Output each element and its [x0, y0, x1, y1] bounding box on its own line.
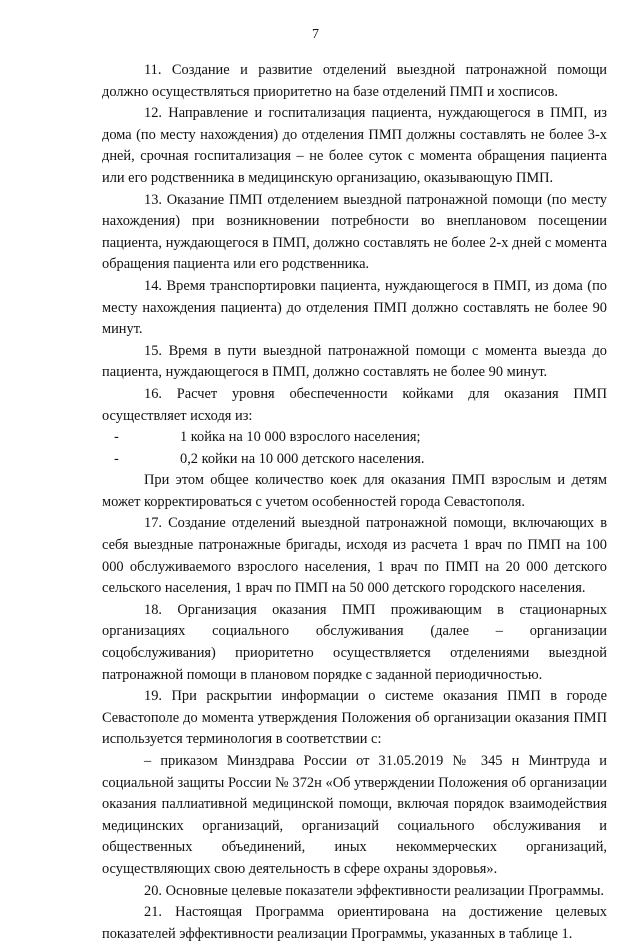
paragraph-18: 18. Организация оказания ПМП проживающим в стационарных организациях социального обслуживания (далее – организации соцобслуживания) приоритетно осуществляется отделениями выездной патронажной помощи в плановом порядке с заданной периодичностью.	[102, 601, 607, 683]
paragraph-20: 20. Основные целевые показатели эффективности реализации Программы.	[144, 882, 604, 899]
paragraph-11: 11. Создание и развитие отделений выездной патронажной помощи должно осуществляться приоритетно на базе отделений ПМП и хосписов.	[102, 62, 607, 100]
page-number: 7	[312, 27, 319, 42]
list-item-text: 1 койка на 10 000 взрослого населения;	[180, 429, 421, 446]
paragraph-19-order: – приказом Минздрава России от 31.05.2019 № 345 н Минтруда и социальной защиты России № 372н «Об утверждении Положения об организации оказания паллиативной медицинской помощи, включая порядок взаимодействия медицинских организаций, организаций социального обслуживания и общественных объединений, иных некоммерческих организаций, осуществляющих свою деятельность в сфере охраны здоровья».	[102, 753, 607, 877]
paragraph-14: 14. Время транспортировки пациента, нуждающегося в ПМП, из дома (по месту нахождения пациента) до отделения ПМП должно составлять не более 90 минут.	[102, 277, 607, 338]
document-body	[102, 60, 607, 945]
list-dash: -	[114, 429, 119, 446]
paragraph-13: 13. Оказание ПМП отделением выездной патронажной помощи (по месту нахождения) при возникновении потребности во внеплановом посещении пациента, нуждающегося в ПМП, должно составлять не более 2-х дней с момента обращения пациента или его родственника.	[102, 191, 607, 273]
list-item-text: 0,2 койки на 10 000 детского населения.	[180, 450, 425, 467]
list-item	[102, 449, 607, 471]
paragraph-beds-note: При этом общее количество коек для оказания ПМП взрослым и детям может корректироваться с учетом особенностей города Севастополя.	[102, 472, 607, 510]
paragraph-15: 15. Время в пути выездной патронажной помощи с момента выезда до пациента, нуждающегося в ПМП, должно составлять не более 90 минут.	[102, 342, 607, 381]
paragraph-16: 16. Расчет уровня обеспеченности койками для оказания ПМП осуществляет исходя из:	[102, 385, 607, 424]
paragraph-21: 21. Настоящая Программа ориентирована на достижение целевых показателей эффективности реализации Программы, указанных в таблице 1.	[102, 904, 607, 942]
paragraph-12: 12. Направление и госпитализация пациента, нуждающегося в ПМП, из дома (по месту нахождения) до отделения ПМП должны составлять не более 3-х дней, срочная госпитализация – не более суток с момента обращения пациента или его родственника в медицинскую организацию, оказывающую ПМП.	[102, 105, 607, 186]
paragraph-19: 19. При раскрытии информации о системе оказания ПМП в городе Севастополе до момента утверждения Положения об организации оказания ПМП используется терминология в соответствии с:	[102, 688, 607, 748]
paragraph-17: 17. Создание отделений выездной патронажной помощи, включающих в себя выездные патронажные бригады, исходя из расчета 1 врач по ПМП на 100 000 обслуживаемого взрослого населения, 1 врач по ПМП на 20 000 детского сельского населения, 1 врач по ПМП на 50 000 детского городского населения.	[102, 515, 607, 597]
list-dash: -	[114, 450, 119, 467]
list-item	[102, 427, 607, 449]
